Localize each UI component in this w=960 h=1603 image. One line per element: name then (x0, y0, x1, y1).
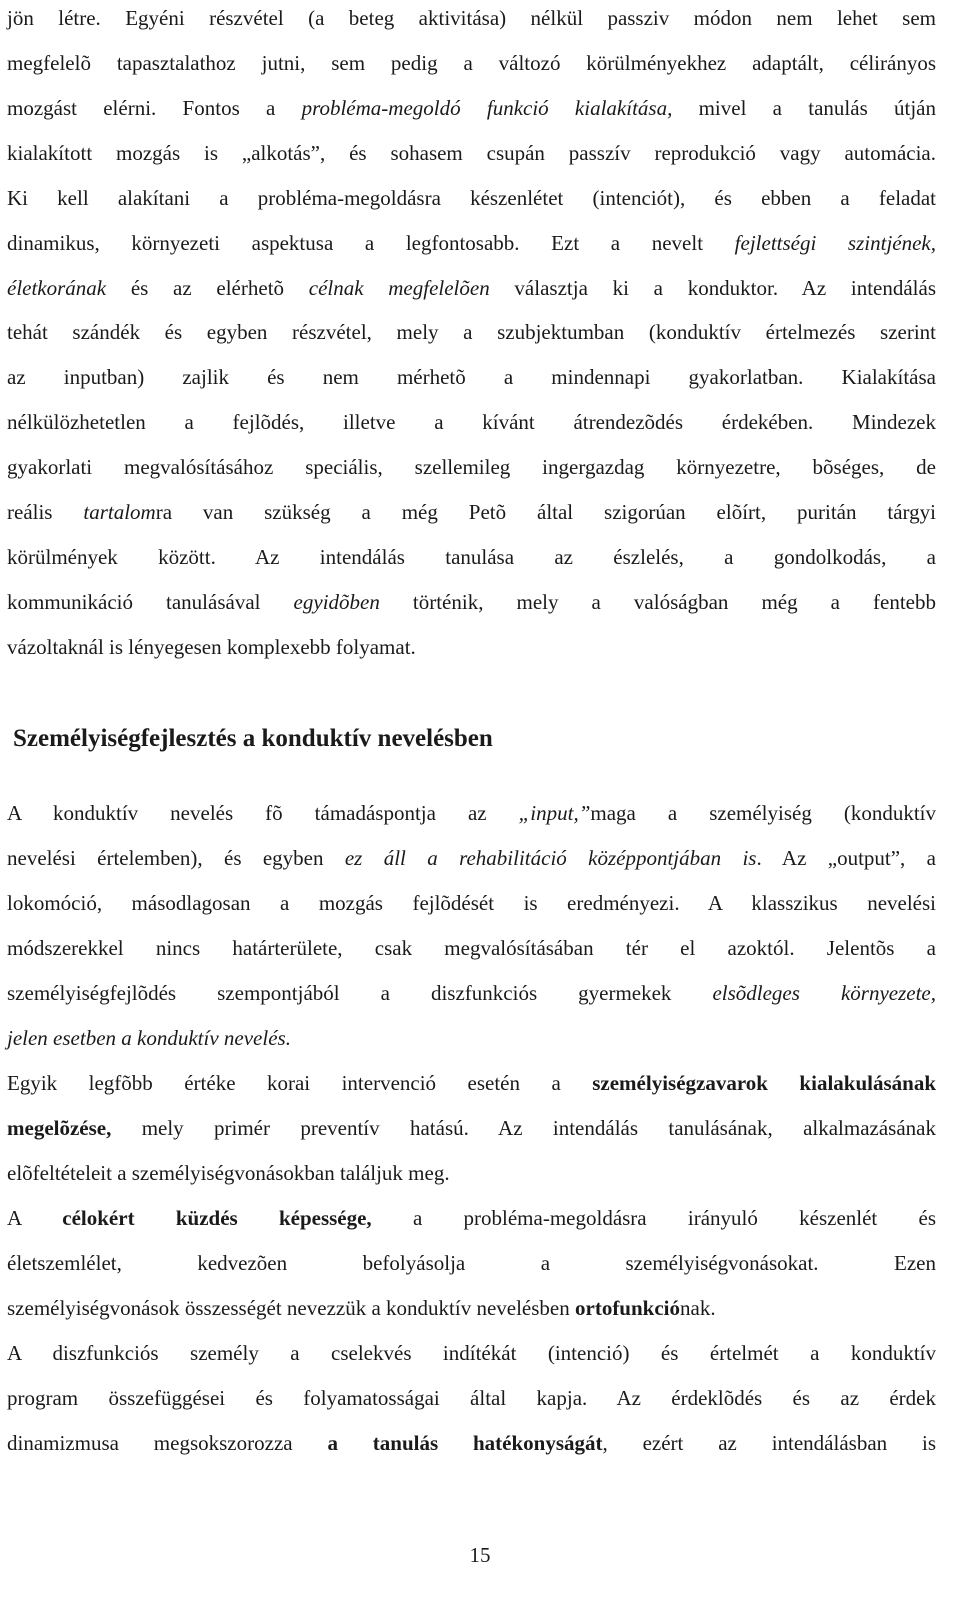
text-line: Egyik legfõbb értéke korai intervenció esetén a személyiségzavarok kialakulásának (7, 1071, 936, 1095)
emphasis: tartalom (83, 500, 156, 524)
text-line: lokomóció, másodlagosan a mozgás fejlõdését is eredményezi. A klasszikus nevelési (7, 891, 936, 915)
emphasis: „input,” (518, 801, 591, 825)
text-line: megfelelõ tapasztalathoz jutni, sem pedig a változó körülményekhez adaptált, célirányos (7, 51, 936, 75)
emphasis: jelen esetben a konduktív nevelés. (7, 1026, 291, 1050)
text-line: dinamikus, környezeti aspektusa a legfontosabb. Ezt a nevelt fejlettségi szintjének, (7, 231, 936, 255)
emphasis: elsõdleges környezete, (712, 981, 936, 1005)
text-line: személyiségfejlõdés szempontjából a diszfunkciós gyermekek elsõdleges környezete, (7, 981, 936, 1005)
bold-text: a tanulás hatékonyságát (327, 1431, 603, 1455)
page-number: 15 (469, 1543, 491, 1567)
text-line: kommunikáció tanulásával egyidõben történik, mely a valóságban még a fentebb (7, 590, 936, 614)
emphasis: egyidõben (293, 590, 380, 614)
text-line: tehát szándék és egyben részvétel, mely a szubjektumban (konduktív értelmezés szerint (7, 320, 936, 344)
bold-text: ortofunkció (575, 1296, 680, 1320)
text-line: életszemlélet, kedvezõen befolyásolja a személyiségvonásokat. Ezen (7, 1251, 936, 1275)
text-line: módszerekkel nincs határterülete, csak megvalósításában tér el azoktól. Jelentõs a (7, 936, 936, 960)
text-line: mozgást elérni. Fontos a probléma-megoldó funkció kialakítása, mivel a tanulás útján (7, 96, 936, 120)
text-line: életkorának és az elérhetõ célnak megfelelõen választja ki a konduktor. Az intendálás (7, 276, 936, 300)
text-line: az inputban) zajlik és nem mérhetõ a mindennapi gyakorlatban. Kialakítása (7, 365, 936, 389)
text-line: vázoltaknál is lényegesen komplexebb folyamat. (7, 635, 416, 659)
text-line: A célokért küzdés képessége, a probléma-megoldásra irányuló készenlét és (7, 1206, 937, 1230)
text-line: A konduktív nevelés fõ támadáspontja az „input,”maga a személyiség (konduktív (7, 801, 936, 825)
text-line: reális tartalomra van szükség a még Petõ által szigorúan elõírt, puritán tárgyi (7, 500, 936, 524)
bold-text: célokért küzdés képessége, (62, 1206, 372, 1230)
emphasis: probléma-megoldó funkció kialakítása, (301, 96, 673, 120)
bold-text: személyiségzavarok kialakulásának (592, 1071, 936, 1095)
text-line: dinamizmusa megsokszorozza a tanulás hatékonyságát, ezért az intendálásban is (7, 1431, 936, 1455)
text-line: jön létre. Egyéni részvétel (a beteg aktivitása) nélkül passziv módon nem lehet sem (7, 6, 936, 30)
section-heading: Személyiségfejlesztés a konduktív nevelésben (13, 725, 493, 752)
text-line: gyakorlati megvalósításához speciális, szellemileg ingergazdag környezetre, bõséges, de (7, 455, 936, 479)
bold-text: megelõzése, (7, 1116, 112, 1140)
text-line: A diszfunkciós személy a cselekvés indítékát (intenció) és értelmét a konduktív (7, 1341, 936, 1365)
emphasis: célnak megfelelõen (308, 276, 490, 300)
emphasis: életkorának (7, 276, 107, 300)
text-line: megelõzése, mely primér preventív hatású. Az intendálás tanulásának, alkalmazásának (7, 1116, 936, 1140)
text-line: körülmények között. Az intendálás tanulása az észlelés, a gondolkodás, a (7, 545, 936, 569)
text-line: program összefüggései és folyamatosságai által kapja. Az érdeklõdés és az érdek (7, 1386, 936, 1410)
text-line: személyiségvonások összességét nevezzük a konduktív nevelésben ortofunkciónak. (7, 1296, 716, 1320)
emphasis: ez áll a rehabilitáció középpontjában is (344, 846, 757, 870)
text-line: elõfeltételeit a személyiségvonásokban találjuk meg. (7, 1161, 450, 1185)
text-line: nevelési értelemben), és egyben ez áll a rehabilitáció középpontjában is. Az „output”, a (7, 846, 936, 870)
text-line: nélkülözhetetlen a fejlõdés, illetve a kívánt átrendezõdés érdekében. Mindezek (7, 410, 936, 434)
text-line: Ki kell alakítani a probléma-megoldásra készenlétet (intenciót), és ebben a feladat (7, 186, 936, 210)
emphasis: fejlettségi szintjének, (734, 231, 936, 255)
text-line: kialakított mozgás is „alkotás”, és sohasem csupán passzív reprodukció vagy automácia. (7, 141, 936, 165)
text-line (7, 1026, 936, 1050)
